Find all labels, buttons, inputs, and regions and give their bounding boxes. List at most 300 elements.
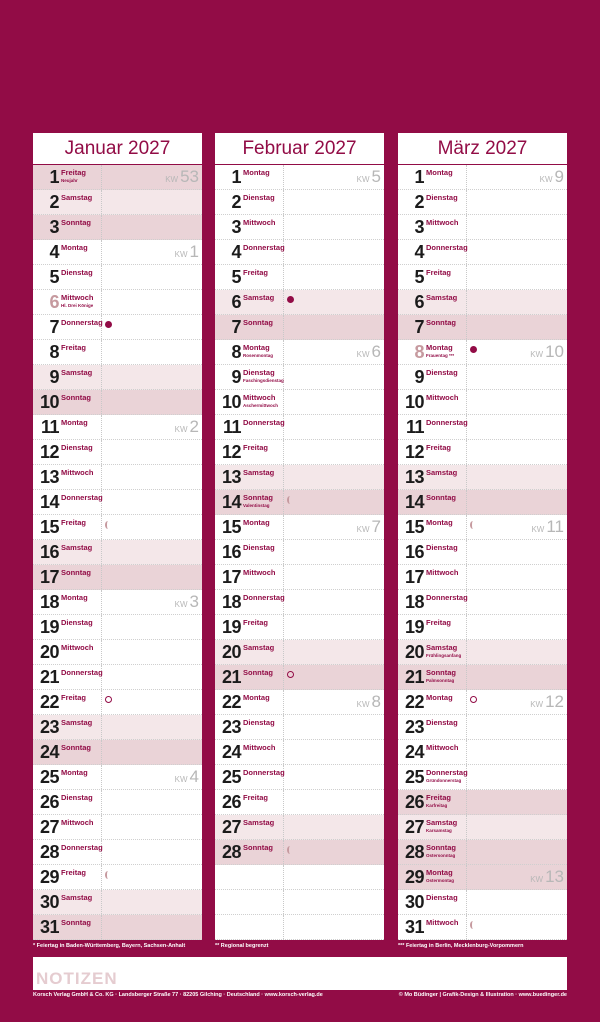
day-row xyxy=(33,315,202,340)
weekday-name: Dienstag xyxy=(426,193,458,202)
day-row xyxy=(33,715,202,740)
new-moon-icon xyxy=(287,296,294,303)
footnote-march: *** Feiertag in Berlin, Mecklenburg-Vorpommern xyxy=(398,943,524,949)
day-number: 27 xyxy=(221,817,241,837)
day-number: 5 xyxy=(414,267,424,287)
day-row xyxy=(33,915,202,940)
holiday-note: Frühlingsanfang xyxy=(426,653,462,658)
day-row xyxy=(398,565,567,590)
calendar-week xyxy=(540,167,564,187)
weekday-name: Sonntag xyxy=(243,668,273,677)
day-number: 25 xyxy=(221,767,241,787)
weekday-name: Dienstag xyxy=(426,368,458,377)
weekday-name: Montag xyxy=(426,343,453,352)
calendar-week xyxy=(357,692,381,712)
half-moon-icon xyxy=(470,521,476,529)
day-number: 21 xyxy=(221,667,241,687)
calendar-week-number: 10 xyxy=(545,342,564,361)
weekday-name: Donnerstag xyxy=(61,493,103,502)
day-number: 18 xyxy=(221,592,241,612)
day-number: 2 xyxy=(231,192,241,212)
day-row xyxy=(33,865,202,890)
day-row xyxy=(398,615,567,640)
day-row xyxy=(215,165,384,190)
calendar-week-number: 2 xyxy=(189,417,199,436)
calendar-week-label: KW xyxy=(530,875,544,884)
weekday-name: Mittwoch xyxy=(426,743,459,752)
full-moon-icon xyxy=(105,696,112,703)
weekday-name: Montag xyxy=(426,168,453,177)
holiday-note: Aschermittwoch xyxy=(243,403,279,408)
day-row xyxy=(398,765,567,790)
month-title: März 2027 xyxy=(398,133,567,165)
weekday-name: Sonntag xyxy=(243,843,273,852)
day-row xyxy=(33,615,202,640)
weekday-name: Freitag xyxy=(61,518,87,527)
weekday-name: Dienstag xyxy=(426,718,458,727)
weekday-name: Sonntag xyxy=(61,918,91,927)
weekday-name: Montag xyxy=(243,518,270,527)
day-row xyxy=(398,790,567,815)
day-row xyxy=(33,215,202,240)
day-number: 14 xyxy=(404,492,424,512)
day-number: 16 xyxy=(404,542,424,562)
weekday-name: Mittwoch xyxy=(426,218,459,227)
day-number: 26 xyxy=(221,792,241,812)
day-row xyxy=(398,415,567,440)
day-row xyxy=(398,540,567,565)
calendar-week-number: 9 xyxy=(554,167,564,186)
day-row xyxy=(398,165,567,190)
calendar-week-label: KW xyxy=(356,525,370,534)
day-number: 21 xyxy=(39,667,59,687)
day-number: 28 xyxy=(404,842,424,862)
weekday-name: Dienstag xyxy=(61,793,93,802)
day-number: 1 xyxy=(49,167,59,187)
day-number: 17 xyxy=(39,567,59,587)
day-row xyxy=(398,890,567,915)
weekday-name: Samstag xyxy=(426,818,458,827)
weekday-name: Samstag xyxy=(243,468,275,477)
calendar-week-label: KW xyxy=(174,425,188,434)
holiday-note: Palmsonntag xyxy=(426,678,455,683)
day-number: 13 xyxy=(404,467,424,487)
weekday-name: Sonntag xyxy=(426,318,456,327)
weekday-name: Montag xyxy=(61,243,88,252)
weekday-name: Dienstag xyxy=(61,268,93,277)
day-row xyxy=(215,815,384,840)
weekday-name: Montag xyxy=(426,868,453,877)
weekday-name: Dienstag xyxy=(243,718,275,727)
day-row xyxy=(215,615,384,640)
day-row xyxy=(33,415,202,440)
weekday-name: Montag xyxy=(243,693,270,702)
day-row xyxy=(215,790,384,815)
weekday-name: Dienstag xyxy=(243,543,275,552)
day-number: 6 xyxy=(414,292,424,312)
day-row xyxy=(215,690,384,715)
weekday-name: Montag xyxy=(61,593,88,602)
day-row xyxy=(33,665,202,690)
calendar-week xyxy=(175,242,199,262)
day-number: 8 xyxy=(49,342,59,362)
day-number: 16 xyxy=(39,542,59,562)
weekday-name: Mittwoch xyxy=(426,568,459,577)
calendar-week-number: 4 xyxy=(189,767,199,786)
calendar-week-number: 11 xyxy=(546,517,564,536)
calendar-week-label: KW xyxy=(539,175,553,184)
weekday-name: Samstag xyxy=(61,893,93,902)
day-row xyxy=(398,265,567,290)
day-list xyxy=(215,165,384,940)
day-number: 15 xyxy=(221,517,241,537)
day-number: 20 xyxy=(39,642,59,662)
footnote-february: ** Regional begrenzt xyxy=(215,943,269,949)
day-row xyxy=(33,765,202,790)
day-row xyxy=(215,190,384,215)
weekday-name: Samstag xyxy=(426,293,458,302)
day-number: 26 xyxy=(39,792,59,812)
publisher-credit: Korsch Verlag GmbH & Co. KG · Landsberger Straße 77 · 82205 Gilching · Deutschland · www.korsch-verlag.de xyxy=(33,992,323,998)
day-row xyxy=(398,465,567,490)
day-number: 10 xyxy=(221,392,241,412)
half-moon-icon xyxy=(470,921,476,929)
day-number: 28 xyxy=(39,842,59,862)
weekday-name: Dienstag xyxy=(61,443,93,452)
day-number: 8 xyxy=(231,342,241,362)
day-number: 26 xyxy=(404,792,424,812)
day-row xyxy=(398,365,567,390)
day-row xyxy=(398,490,567,515)
weekday-name: Mittwoch xyxy=(61,818,94,827)
weekday-name: Mittwoch xyxy=(61,643,94,652)
day-row xyxy=(215,365,384,390)
calendar-week-label: KW xyxy=(356,700,370,709)
weekday-name: Freitag xyxy=(426,793,452,802)
calendar-week-label: KW xyxy=(174,600,188,609)
day-number: 14 xyxy=(221,492,241,512)
calendar-week-label: KW xyxy=(530,350,544,359)
day-row xyxy=(398,390,567,415)
calendar-week xyxy=(175,592,199,612)
weekday-name: Freitag xyxy=(243,793,269,802)
day-number: 21 xyxy=(404,667,424,687)
day-number: 20 xyxy=(221,642,241,662)
weekday-name: Montag xyxy=(243,343,270,352)
day-row xyxy=(215,265,384,290)
weekday-name: Mittwoch xyxy=(426,918,459,927)
day-number: 9 xyxy=(49,367,59,387)
day-number: 19 xyxy=(39,617,59,637)
day-row xyxy=(398,815,567,840)
day-row xyxy=(33,290,202,315)
weekday-name: Sonntag xyxy=(61,393,91,402)
day-number: 4 xyxy=(49,242,59,262)
day-number: 24 xyxy=(39,742,59,762)
day-number: 13 xyxy=(221,467,241,487)
day-row xyxy=(398,315,567,340)
day-number: 31 xyxy=(39,917,59,937)
day-number: 19 xyxy=(404,617,424,637)
holiday-note: Valentinstag xyxy=(243,503,270,508)
calendar-week xyxy=(357,517,381,537)
day-number: 1 xyxy=(414,167,424,187)
day-number: 22 xyxy=(39,692,59,712)
notes-title: NOTIZEN xyxy=(36,969,118,988)
half-moon-icon xyxy=(287,496,293,504)
day-row xyxy=(398,865,567,890)
day-number: 29 xyxy=(404,867,424,887)
day-number: 11 xyxy=(222,417,241,437)
day-number: 16 xyxy=(221,542,241,562)
calendar-week-number: 12 xyxy=(545,692,564,711)
day-number: 9 xyxy=(414,367,424,387)
day-row xyxy=(215,440,384,465)
weekday-name: Mittwoch xyxy=(243,568,276,577)
day-row xyxy=(215,465,384,490)
calendar-week-number: 5 xyxy=(371,167,381,186)
holiday-note: Gründonnerstag xyxy=(426,778,462,783)
holiday-note: Rosenmontag xyxy=(243,353,274,358)
holiday-note: Karsamstag xyxy=(426,828,452,833)
day-number: 22 xyxy=(404,692,424,712)
holiday-note: Ostersonntag xyxy=(426,853,456,858)
calendar-week-label: KW xyxy=(356,175,370,184)
day-row xyxy=(33,640,202,665)
day-number: 29 xyxy=(39,867,59,887)
day-row xyxy=(33,340,202,365)
calendar-week-label: KW xyxy=(174,775,188,784)
day-list xyxy=(398,165,567,940)
weekday-name: Freitag xyxy=(426,443,452,452)
weekday-name: Donnerstag xyxy=(61,318,103,327)
day-number: 11 xyxy=(40,417,59,437)
day-number: 2 xyxy=(49,192,59,212)
day-number: 5 xyxy=(231,267,241,287)
day-number: 6 xyxy=(231,292,241,312)
weekday-name: Sonntag xyxy=(243,493,273,502)
day-row xyxy=(398,590,567,615)
day-row xyxy=(215,240,384,265)
weekday-name: Montag xyxy=(61,418,88,427)
day-number: 4 xyxy=(414,242,424,262)
day-row xyxy=(33,840,202,865)
month-march xyxy=(398,133,567,940)
day-row xyxy=(33,690,202,715)
day-number: 7 xyxy=(414,317,424,337)
day-number: 19 xyxy=(221,617,241,637)
weekday-name: Samstag xyxy=(61,718,93,727)
day-row xyxy=(33,365,202,390)
day-number: 23 xyxy=(39,717,59,737)
weekday-name: Donnerstag xyxy=(243,418,285,427)
weekday-name: Montag xyxy=(426,693,453,702)
holiday-note: Faschingsdienstag xyxy=(243,378,284,383)
weekday-name: Donnerstag xyxy=(426,768,468,777)
calendar-week xyxy=(530,342,564,362)
day-number: 30 xyxy=(404,892,424,912)
weekday-name: Donnerstag xyxy=(243,768,285,777)
month-february xyxy=(215,133,384,940)
day-number: 20 xyxy=(404,642,424,662)
day-number: 27 xyxy=(39,817,59,837)
half-moon-icon xyxy=(287,846,293,854)
full-moon-icon xyxy=(287,671,294,678)
day-number: 9 xyxy=(231,367,241,387)
notes-box[interactable] xyxy=(33,957,567,990)
day-number: 17 xyxy=(404,567,424,587)
weekday-name: Samstag xyxy=(243,293,275,302)
day-row xyxy=(398,190,567,215)
day-row xyxy=(33,565,202,590)
day-row xyxy=(33,815,202,840)
day-row xyxy=(398,840,567,865)
day-row xyxy=(398,640,567,665)
day-number: 17 xyxy=(221,567,241,587)
holiday-note: Ostermontag xyxy=(426,878,455,883)
calendar-week xyxy=(175,417,199,437)
weekday-name: Donnerstag xyxy=(243,593,285,602)
day-row xyxy=(215,640,384,665)
day-cell xyxy=(215,915,284,939)
empty-row xyxy=(215,865,384,890)
day-number: 24 xyxy=(221,742,241,762)
day-number: 23 xyxy=(221,717,241,737)
day-row xyxy=(215,315,384,340)
day-cell xyxy=(215,890,284,914)
calendar-week-label: KW xyxy=(531,525,545,534)
day-row xyxy=(398,290,567,315)
day-row xyxy=(398,690,567,715)
holiday-note: Karfreitag xyxy=(426,803,448,808)
weekday-name: Montag xyxy=(243,168,270,177)
weekday-name: Freitag xyxy=(243,268,269,277)
day-row xyxy=(33,515,202,540)
calendar-week-number: 53 xyxy=(180,167,199,186)
day-row xyxy=(215,715,384,740)
day-number: 6 xyxy=(49,292,59,312)
calendar-week xyxy=(357,167,381,187)
day-row xyxy=(33,165,202,190)
day-row xyxy=(215,390,384,415)
day-number: 4 xyxy=(231,242,241,262)
day-number: 25 xyxy=(404,767,424,787)
calendar-week-number: 1 xyxy=(189,242,199,261)
day-row xyxy=(398,715,567,740)
weekday-name: Samstag xyxy=(426,643,458,652)
day-number: 27 xyxy=(404,817,424,837)
calendar-week-number: 7 xyxy=(371,517,381,536)
day-number: 15 xyxy=(39,517,59,537)
weekday-name: Mittwoch xyxy=(243,393,276,402)
day-number: 12 xyxy=(39,442,59,462)
weekday-name: Montag xyxy=(426,518,453,527)
day-row xyxy=(33,740,202,765)
day-number: 7 xyxy=(49,317,59,337)
day-row xyxy=(398,215,567,240)
holiday-note: Neujahr xyxy=(61,178,78,183)
day-row xyxy=(215,590,384,615)
weekday-name: Freitag xyxy=(243,443,269,452)
weekday-name: Donnerstag xyxy=(426,418,468,427)
day-row xyxy=(215,565,384,590)
day-cell xyxy=(215,865,284,889)
full-moon-icon xyxy=(470,696,477,703)
day-row xyxy=(215,765,384,790)
weekday-name: Dienstag xyxy=(61,618,93,627)
day-number: 31 xyxy=(404,917,424,937)
day-row xyxy=(215,515,384,540)
day-number: 12 xyxy=(404,442,424,462)
day-number: 18 xyxy=(39,592,59,612)
weekday-name: Dienstag xyxy=(426,893,458,902)
calendar-week xyxy=(175,767,199,787)
calendar-week-number: 6 xyxy=(371,342,381,361)
day-row xyxy=(215,840,384,865)
weekday-name: Sonntag xyxy=(61,743,91,752)
day-row xyxy=(33,265,202,290)
month-title: Januar 2027 xyxy=(33,133,202,165)
day-row xyxy=(33,190,202,215)
weekday-name: Samstag xyxy=(243,818,275,827)
weekday-name: Freitag xyxy=(61,868,87,877)
weekday-name: Sonntag xyxy=(426,493,456,502)
calendar-week-label: KW xyxy=(165,175,179,184)
day-row xyxy=(215,290,384,315)
designer-credit: © Mo Büdinger | Grafik-Design & Illustration · www.buedinger.de xyxy=(398,992,567,998)
weekday-name: Freitag xyxy=(426,268,452,277)
weekday-name: Freitag xyxy=(61,693,87,702)
day-row xyxy=(398,440,567,465)
day-number: 23 xyxy=(404,717,424,737)
day-row xyxy=(215,740,384,765)
weekday-name: Dienstag xyxy=(243,193,275,202)
weekday-name: Samstag xyxy=(61,193,93,202)
weekday-name: Samstag xyxy=(243,643,275,652)
weekday-name: Mittwoch xyxy=(243,218,276,227)
calendar-week xyxy=(357,342,381,362)
calendar-week-number: 8 xyxy=(371,692,381,711)
day-list xyxy=(33,165,202,940)
weekday-name: Freitag xyxy=(243,618,269,627)
month-title: Februar 2027 xyxy=(215,133,384,165)
day-number: 10 xyxy=(39,392,59,412)
calendar-week-label: KW xyxy=(356,350,370,359)
weekday-name: Sonntag xyxy=(426,668,456,677)
calendar-week xyxy=(531,517,564,537)
day-row xyxy=(398,740,567,765)
half-moon-icon xyxy=(105,521,111,529)
weekday-name: Dienstag xyxy=(426,543,458,552)
day-number: 11 xyxy=(405,417,424,437)
day-number: 3 xyxy=(231,217,241,237)
day-row xyxy=(215,665,384,690)
day-number: 1 xyxy=(231,167,241,187)
day-number: 14 xyxy=(39,492,59,512)
weekday-name: Freitag xyxy=(426,618,452,627)
day-number: 13 xyxy=(39,467,59,487)
day-number: 18 xyxy=(404,592,424,612)
day-row xyxy=(398,515,567,540)
day-number: 22 xyxy=(221,692,241,712)
day-row xyxy=(33,890,202,915)
weekday-name: Donnerstag xyxy=(243,243,285,252)
day-row xyxy=(33,490,202,515)
day-row xyxy=(215,490,384,515)
calendar-week xyxy=(165,167,199,187)
day-row xyxy=(215,415,384,440)
day-row xyxy=(398,240,567,265)
